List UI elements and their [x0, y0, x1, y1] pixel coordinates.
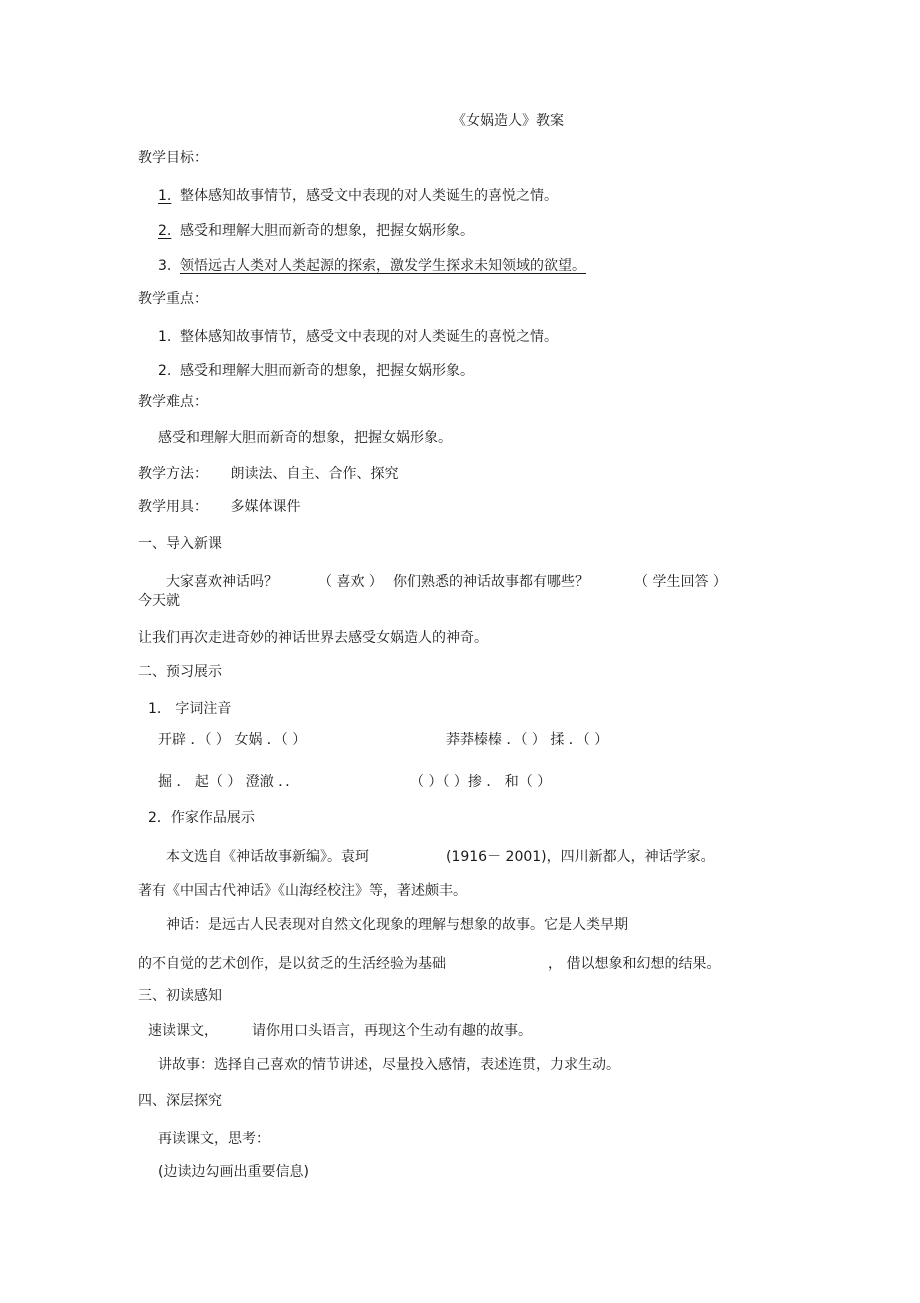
pinyin-row2-right: （ ）（ ）掺 ． 和（ ）: [410, 774, 552, 790]
focus-item-1: [158, 327, 558, 347]
section3-storytelling: 讲故事：选择自己喜欢的情节讲述，尽量投入感情，表述连贯，力求生动。: [158, 1057, 620, 1073]
section4-reread: 再读课文，思考：: [158, 1131, 270, 1147]
difficulty-heading: 教学难点：: [138, 394, 208, 410]
goal-text: 整体感知故事情节，感受文中表现的对人类诞生的喜悦之情。: [180, 188, 558, 204]
method-line: [138, 464, 398, 484]
section1-question: 大家喜欢神话吗？: [166, 574, 278, 590]
myth-definition-end: ， 借以想象和幻想的结果。: [548, 956, 721, 972]
focus-item-2: [158, 361, 474, 381]
section1-paragraph-2: 让我们再次走进奇妙的神话世界去感受女娲造人的神奇。: [138, 630, 488, 646]
goal-text: 领悟远古人类对人类起源的探索，激发学生探求未知领域的欲望。: [180, 258, 586, 274]
pinyin-row2-left: 掘 ． 起（ ） 澄澈 ．．: [158, 774, 300, 790]
method-value: 朗读法、自主、合作、探究: [230, 466, 399, 482]
section1-answer-2: （ 学生回答 ）: [634, 574, 727, 590]
goal-item-2: [158, 221, 474, 241]
method-label: 教学方法：: [138, 466, 208, 482]
author-intro: 本文选自《神话故事新编》。袁珂: [166, 849, 369, 865]
goal-number: 1.: [158, 188, 172, 204]
section2-heading: 二、预习展示: [138, 664, 222, 680]
section2-sub1: 1． 字词注音: [148, 701, 232, 717]
section1-continuation: 今天就: [138, 593, 180, 609]
section1-answer-1: （ 喜欢 ）: [318, 574, 383, 590]
goal-item-3-underlined: [158, 258, 586, 274]
section1-heading: 一、导入新课: [138, 536, 222, 552]
myth-definition: 神话：是远古人民表现对自然文化现象的理解与想象的故事。它是人类早期: [166, 917, 628, 933]
section4-heading: 四、深层探究: [138, 1093, 222, 1109]
tools-label: 教学用具：: [138, 499, 208, 515]
author-works: 著有《中国古代神话》《山海经校注》等，著述颇丰。: [138, 883, 467, 899]
focus-heading: 教学重点：: [138, 291, 208, 307]
section3-read: 速读课文，: [148, 1023, 218, 1039]
section1-question-2: 你们熟悉的神话故事都有哪些？: [393, 574, 589, 590]
section3-instruction: 请你用口头语言，再现这个生动有趣的故事。: [252, 1023, 532, 1039]
goal-item-1: [158, 186, 558, 206]
goals-heading: 教学目标：: [138, 150, 208, 166]
pinyin-row1-left: 开辟 ．（ ） 女娲 ．（ ）: [158, 732, 307, 748]
page-title: 《女娲造人》教案: [452, 113, 564, 129]
section2-sub2: 2．作家作品展示: [148, 810, 255, 826]
focus-number: 1.: [158, 329, 172, 345]
goal-number: 3.: [158, 258, 172, 274]
pinyin-row1-right: 莽莽榛榛 ．（ ） 揉 ．（ ）: [446, 732, 609, 748]
focus-text: 整体感知故事情节，感受文中表现的对人类诞生的喜悦之情。: [180, 329, 558, 345]
author-dates: (1916－ 2001)，四川新都人，神话学家。: [446, 849, 715, 865]
tools-line: [138, 497, 300, 517]
difficulty-text: 感受和理解大胆而新奇的想象，把握女娲形象。: [158, 430, 452, 446]
focus-text: 感受和理解大胆而新奇的想象，把握女娲形象。: [180, 363, 474, 379]
goal-item-3: [158, 256, 586, 276]
section3-heading: 三、初读感知: [138, 988, 222, 1004]
focus-number: 2.: [158, 363, 172, 379]
goal-text: 感受和理解大胆而新奇的想象，把握女娲形象。: [180, 223, 474, 239]
tools-value: 多媒体课件: [230, 499, 301, 515]
myth-definition-cont: 的不自觉的艺术创作，是以贫乏的生活经验为基础: [138, 956, 446, 972]
section4-note: (边读边勾画出重要信息): [158, 1164, 309, 1180]
goal-number: 2.: [158, 223, 172, 239]
